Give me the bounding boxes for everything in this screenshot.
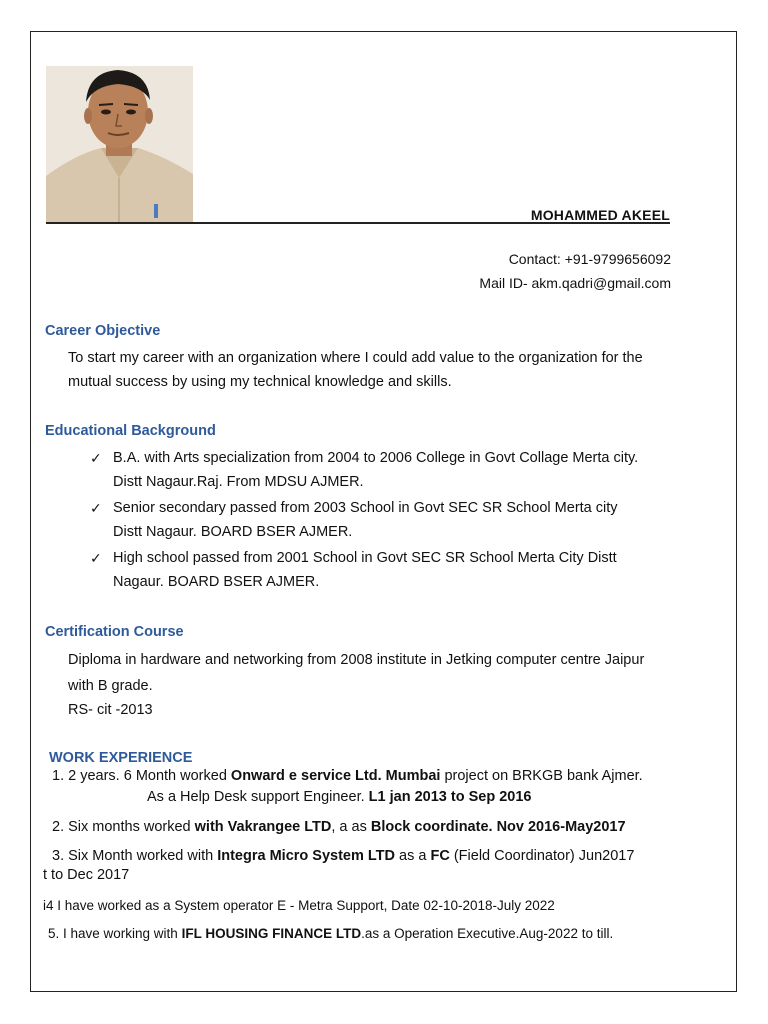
education-item-2-line1: Senior secondary passed from 2003 School in Govt SEC SR School Merta city <box>113 500 618 516</box>
work-entry-1-company: Onward e service Ltd. Mumbai <box>230 768 441 784</box>
work-entry-1-line1 <box>52 768 643 784</box>
work-entry-2-text: , a as <box>331 819 371 835</box>
work-entry-4: i4 I have worked as a System operator E - Metra Support, Date 02-10-2018-July 2022 <box>43 898 555 913</box>
work-entry-1-role: As a Help Desk support Engineer. <box>147 789 369 805</box>
candidate-name: MOHAMMED AKEEL <box>530 207 670 223</box>
education-heading: Educational Background <box>45 423 216 439</box>
work-entry-3-text: as a <box>395 848 431 864</box>
work-entry-3-line1 <box>52 848 634 864</box>
work-entry-5-company: IFL HOUSING FINANCE LTD <box>181 926 362 941</box>
certification-line2: with B grade. <box>68 678 153 694</box>
work-entry-1-text: project on BRKGB bank Ajmer. <box>440 768 643 784</box>
work-entry-3-text: 3. Six Month worked with <box>52 848 218 864</box>
certification-line1: Diploma in hardware and networking from 2008 institute in Jetking computer centre Jaipur <box>68 652 645 668</box>
certification-line3: RS- cit -2013 <box>68 702 153 718</box>
work-entry-5 <box>48 926 613 941</box>
check-icon: ✓ <box>90 450 102 466</box>
check-icon: ✓ <box>90 500 102 516</box>
work-entry-1-text: 1. 2 years. 6 Month worked <box>52 768 231 784</box>
education-item-3-line1: High school passed from 2001 School in Govt SEC SR School Merta City Distt <box>113 550 617 566</box>
certification-heading: Certification Course <box>45 624 184 640</box>
career-objective-line1: To start my career with an organization where I could add value to the organization for the <box>68 350 643 366</box>
work-experience-heading: WORK EXPERIENCE <box>49 750 193 766</box>
education-item-2-line2: Distt Nagaur. BOARD BSER AJMER. <box>113 524 353 540</box>
contact-email: Mail ID- akm.qadri@gmail.com <box>479 275 671 291</box>
education-item-3-line2: Nagaur. BOARD BSER AJMER. <box>113 574 320 590</box>
header-rule <box>46 222 670 224</box>
work-entry-1-dates: L1 jan 2013 to Sep 2016 <box>368 789 532 805</box>
work-entry-3-line2: t to Dec 2017 <box>43 867 130 883</box>
work-entry-2-dates: Block coordinate. Nov 2016-May2017 <box>370 819 626 835</box>
work-entry-3-role: FC <box>430 848 450 864</box>
work-entry-5-text: 5. I have working with <box>48 926 182 941</box>
work-entry-3-text: (Field Coordinator) Jun2017 <box>449 848 635 864</box>
work-entry-1-line2 <box>147 789 531 805</box>
work-entry-5-text: .as a Operation Executive.Aug-2022 to till. <box>361 926 614 941</box>
work-entry-2-text: 2. Six months worked <box>52 819 195 835</box>
career-objective-heading: Career Objective <box>45 323 161 339</box>
education-item-1-line1: B.A. with Arts specialization from 2004 to 2006 College in Govt Collage Merta city. <box>113 450 639 466</box>
education-item-1-line2: Distt Nagaur.Raj. From MDSU AJMER. <box>113 474 364 490</box>
career-objective-line2: mutual success by using my technical knowledge and skills. <box>68 374 452 390</box>
contact-phone: Contact: +91-9799656092 <box>508 251 671 267</box>
work-entry-3-company: Integra Micro System LTD <box>217 848 396 864</box>
work-entry-2 <box>52 819 626 835</box>
check-icon: ✓ <box>90 550 102 566</box>
profile-photo <box>46 66 193 222</box>
work-entry-2-company: with Vakrangee LTD <box>194 819 332 835</box>
